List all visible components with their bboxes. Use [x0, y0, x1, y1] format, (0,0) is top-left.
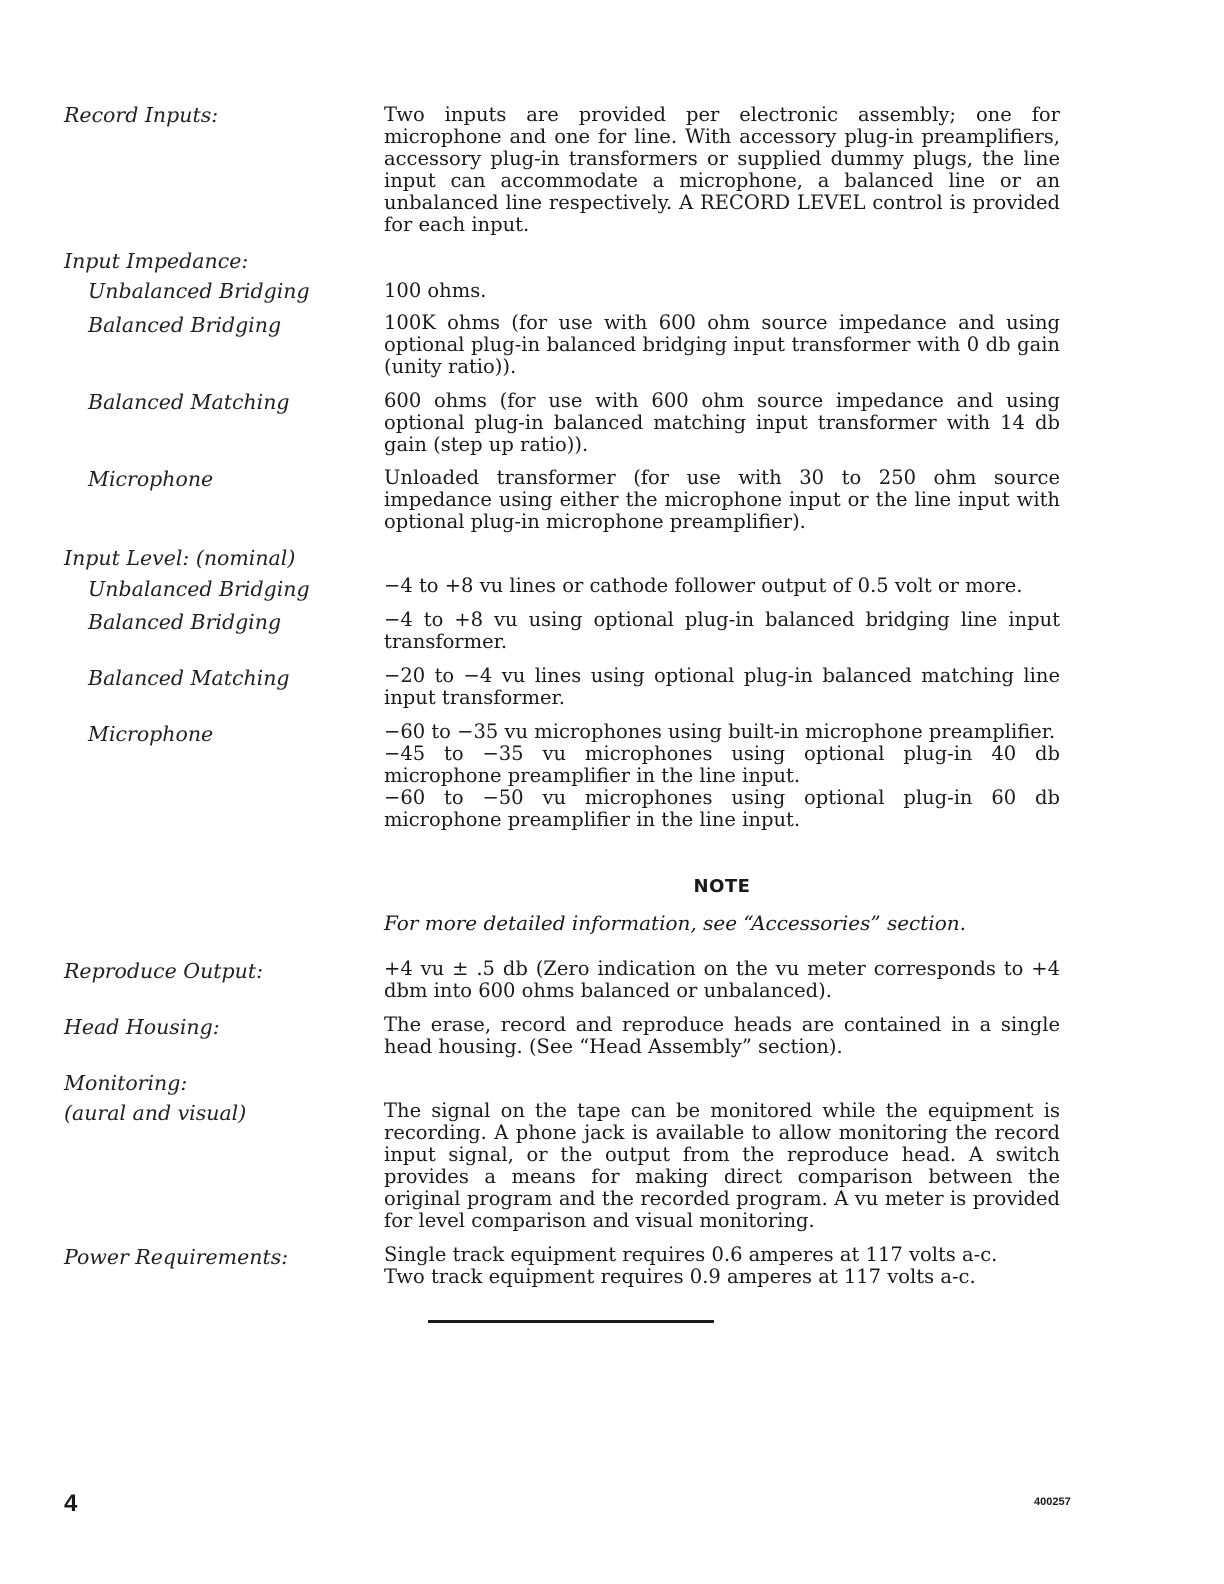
head-housing-text: The erase, record and reproduce heads are contained in a single head housing. (See “Head Assembly” section).: [384, 1013, 1060, 1058]
power-requirements-line: Two track equipment requires 0.9 amperes at 117 volts a-c.: [384, 1265, 976, 1288]
power-requirements-label: Power Requirements:: [64, 1245, 289, 1269]
impedance-balanced-matching-text: 600 ohms (for use with 600 ohm source impedance and using optional plug-in balanced matching input transformer with 14 db gain (step up ratio)).: [384, 389, 1060, 456]
level-microphone-text: [384, 721, 1060, 831]
level-microphone-line: −60 to −35 vu microphones using built-in microphone preamplifier.: [384, 720, 1056, 743]
level-microphone-line: −60 to −50 vu microphones using optional plug-in 60 db microphone preamplifier in the line input.: [384, 786, 1060, 831]
level-balanced-matching-text: −20 to −4 vu lines using optional plug-in balanced matching line input transformer.: [384, 664, 1060, 709]
section-end-rule: [428, 1320, 714, 1323]
level-balanced-matching-label: Balanced Matching: [88, 666, 290, 690]
level-unbalanced-bridging-label: Unbalanced Bridging: [88, 577, 310, 601]
impedance-balanced-bridging-text: 100K ohms (for use with 600 ohm source impedance and using optional plug-in balanced bridging input transformer with 0 db gain (unity ratio)).: [384, 311, 1060, 378]
page-number: 4: [64, 1490, 78, 1517]
power-requirements-line: Single track equipment requires 0.6 amperes at 117 volts a-c.: [384, 1243, 998, 1266]
level-unbalanced-bridging-text: −4 to +8 vu lines or cathode follower output of 0.5 volt or more.: [384, 574, 1023, 597]
reproduce-output-label: Reproduce Output:: [64, 959, 264, 983]
level-balanced-bridging-text: −4 to +8 vu using optional plug-in balanced bridging line input transformer.: [384, 608, 1060, 653]
impedance-balanced-bridging-label: Balanced Bridging: [88, 313, 282, 337]
monitoring-label: Monitoring:: [64, 1071, 188, 1095]
impedance-microphone-text: Unloaded transformer (for use with 30 to 250 ohm source impedance using either the microphone input or the line input with optional plug-in microphone preamplifier).: [384, 466, 1060, 533]
level-balanced-bridging-label: Balanced Bridging: [88, 610, 282, 634]
monitoring-text: The signal on the tape can be monitored while the equipment is recording. A phone jack is available to allow monitoring the record input signal, or the output from the reproduce head. A switch provides a means for making direct comparison between the original program and the recorded program. A vu meter is provided for level comparison and visual monitoring.: [384, 1099, 1060, 1232]
reproduce-output-text: +4 vu ± .5 db (Zero indication on the vu meter corresponds to +4 dbm into 600 ohms balanced or unbalanced).: [384, 957, 1060, 1002]
head-housing-label: Head Housing:: [64, 1015, 220, 1039]
note-heading: NOTE: [693, 876, 751, 897]
level-microphone-line: −45 to −35 vu microphones using optional plug-in 40 db microphone preamplifier in the line input.: [384, 742, 1060, 787]
impedance-unbalanced-bridging-label: Unbalanced Bridging: [88, 279, 310, 303]
note-text: For more detailed information, see “Accessories” section.: [384, 911, 966, 935]
input-level-label: Input Level: (nominal): [64, 546, 296, 570]
monitoring-sublabel: (aural and visual): [64, 1101, 247, 1125]
document-number: 400257: [1034, 1496, 1071, 1508]
impedance-balanced-matching-label: Balanced Matching: [88, 390, 290, 414]
record-inputs-text: Two inputs are provided per electronic assembly; one for microphone and one for line. With accessory plug-in preamplifiers, accessory plug-in transformers or supplied dummy plugs, the line input can accommodate a microphone, a balanced line or an unbalanced line respectively. A RECORD LEVEL control is provided for each input.: [384, 103, 1060, 236]
record-inputs-label: Record Inputs:: [64, 103, 219, 127]
impedance-microphone-label: Microphone: [88, 467, 214, 491]
impedance-unbalanced-bridging-text: 100 ohms.: [384, 279, 487, 302]
level-microphone-label: Microphone: [88, 722, 214, 746]
input-impedance-label: Input Impedance:: [64, 249, 249, 273]
power-requirements-text: [384, 1244, 1060, 1288]
